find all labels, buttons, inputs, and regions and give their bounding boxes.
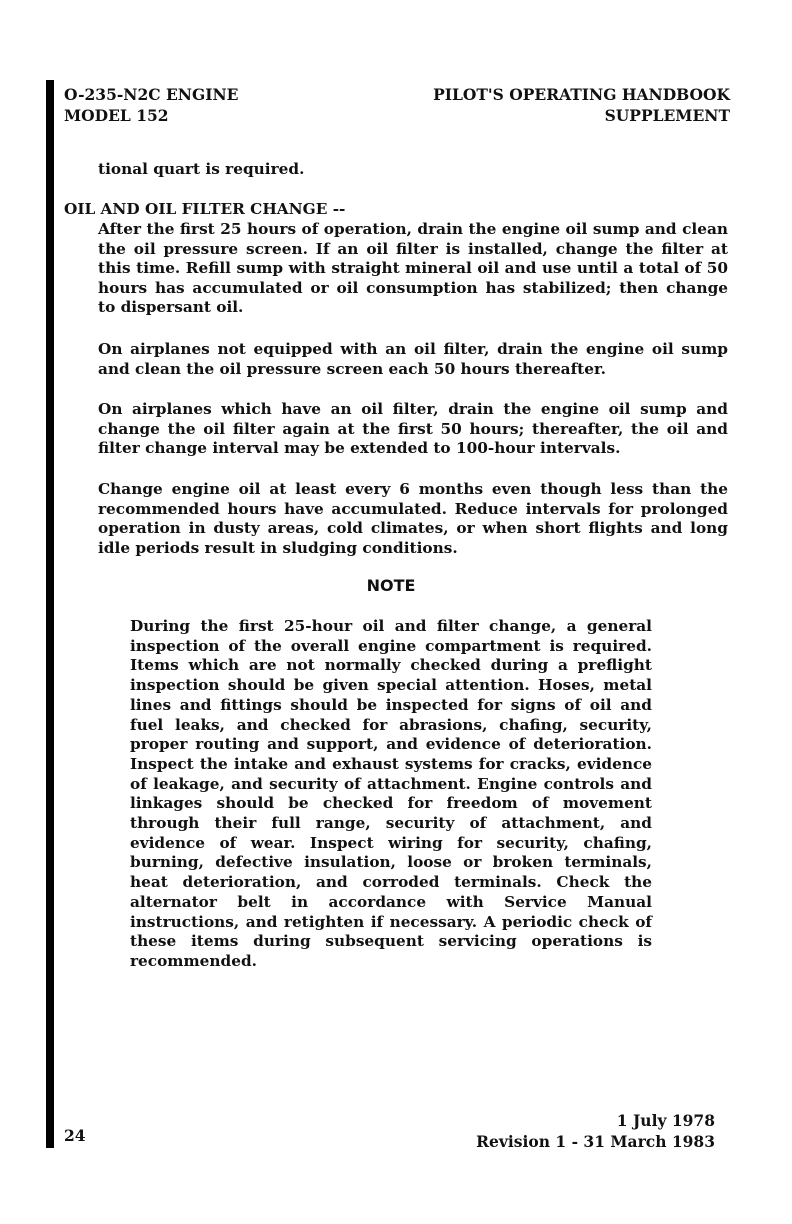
issue-date: 1 July 1978 xyxy=(616,1111,715,1130)
revision-bar xyxy=(46,80,54,1148)
section-heading: OIL AND OIL FILTER CHANGE -- xyxy=(64,200,346,218)
note-text: During the first 25-hour oil and filter change, a general inspection of the overall engine compartment is required. Items which are not normally checked during a preflight inspection should be given special attention. Hoses, metal lines and fittings should be inspected for signs of oil and fuel leaks, and checked for abrasions, chafing, security, proper routing and support, and evidence of deterioration. Inspect the intake and exhaust systems for cracks, evidence of leakage, and security of attachment. Engine controls and linkages should be checked for freedom of movement through their full range, security of attachment, and evidence of wear. Inspect wiring for security, chafing, burning, defective insulation, loose or broken terminals, heat deterioration, and corroded terminals. Check the alternator belt in accordance with Service Manual instructions, and retighten if necessary. A periodic check of these items during subsequent servicing operations is recommended. xyxy=(130,617,652,970)
handbook-title: PILOT'S OPERATING HANDBOOK xyxy=(433,85,730,104)
revision-date: Revision 1 - 31 March 1983 xyxy=(476,1132,715,1151)
paragraph-with-filter: On airplanes which have an oil filter, drain the engine oil sump and change the oil filter again at the first 50 hours; thereafter, the oil and filter change interval may be extended to 100-hour intervals. xyxy=(98,400,728,458)
header-left xyxy=(64,84,238,126)
page-number: 24 xyxy=(64,1126,86,1145)
revision-info xyxy=(476,1110,715,1152)
supplement-title: SUPPLEMENT xyxy=(604,106,730,125)
paragraph-six-months: Change engine oil at least every 6 months even though less than the recommended hours have accumulated. Reduce intervals for prolonged operation in dusty areas, cold climates, or when short flights and long idle periods result in sludging conditions. xyxy=(98,480,728,557)
header-right xyxy=(433,84,730,126)
continuation-text: tional quart is required. xyxy=(98,160,305,178)
paragraph-first-25-hours: After the first 25 hours of operation, drain the engine oil sump and clean the oil pressure screen. If an oil filter is installed, change the filter at this time. Refill sump with straight mineral oil and use until a total of 50 hours has accumulated or oil consumption has stabilized; then change to dispersant oil. xyxy=(98,220,728,317)
paragraph-no-filter: On airplanes not equipped with an oil filter, drain the engine oil sump and clean the oil pressure screen each 50 hours thereafter. xyxy=(98,340,728,378)
engine-title: O-235-N2C ENGINE xyxy=(64,85,239,104)
model-title: MODEL 152 xyxy=(64,106,169,125)
note-title: NOTE xyxy=(366,576,416,595)
